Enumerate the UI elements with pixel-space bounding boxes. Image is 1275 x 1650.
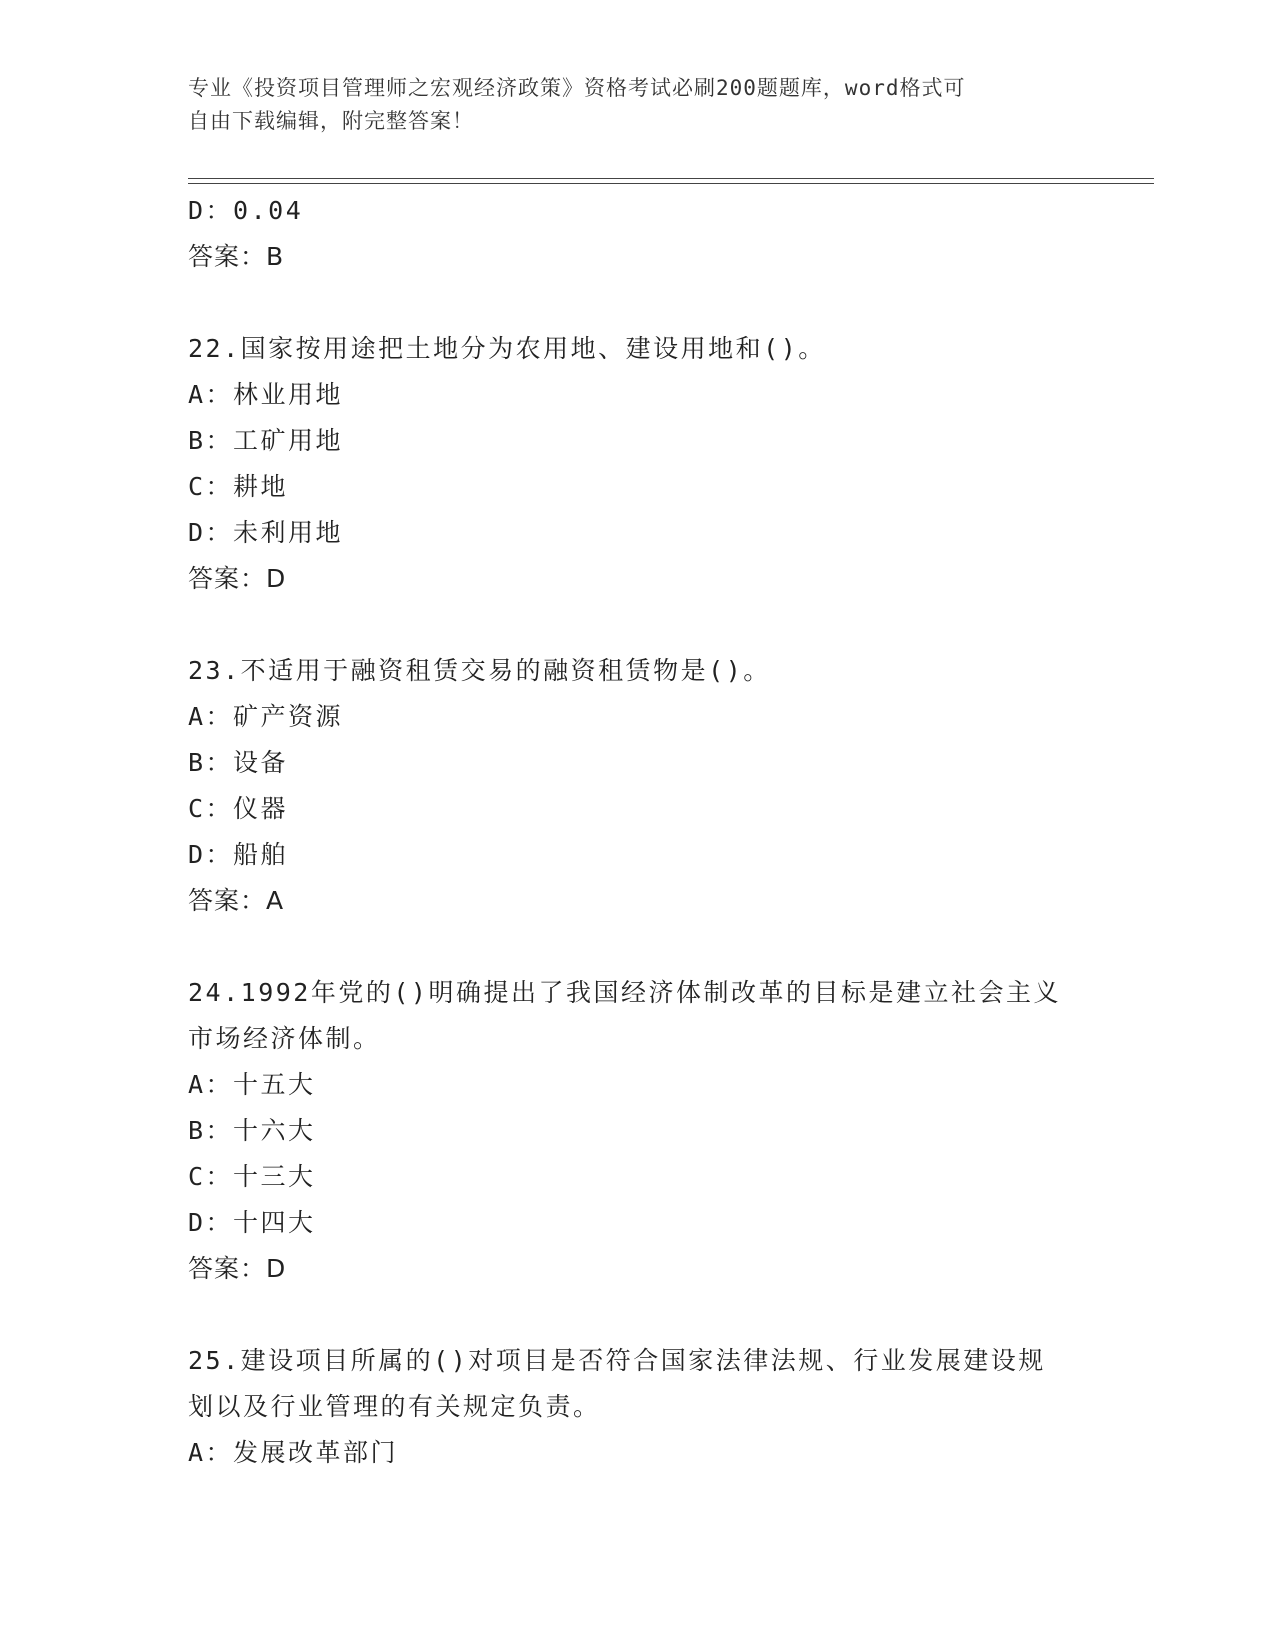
option-d: D：船舶	[188, 840, 289, 869]
question-25	[188, 1338, 1088, 1476]
option-a: A：矿产资源	[188, 702, 344, 731]
option-b: B：工矿用地	[188, 426, 344, 455]
option-c: C：十三大	[188, 1162, 316, 1191]
option-d: D：未利用地	[188, 518, 344, 547]
option-c: C：仪器	[188, 794, 289, 823]
answer-line: 答案：D	[188, 1254, 287, 1283]
previous-question-tail	[188, 188, 1088, 280]
answer-line: 答案：A	[188, 886, 285, 915]
header-line-1: 专业《投资项目管理师之宏观经济政策》资格考试必刷200题题库，word格式可	[188, 76, 966, 100]
question-text-line-1: 25.建设项目所属的()对项目是否符合国家法律法规、行业发展建设规	[188, 1346, 1046, 1375]
header-rule-top	[188, 178, 1154, 179]
answer-line: 答案：B	[188, 242, 285, 271]
option-a: A：林业用地	[188, 380, 344, 409]
question-24	[188, 970, 1088, 1292]
option-d: D：0.04	[188, 196, 304, 225]
question-list	[188, 188, 1088, 1476]
question-text-line-1: 24.1992年党的()明确提出了我国经济体制改革的目标是建立社会主义	[188, 978, 1061, 1007]
option-c: C：耕地	[188, 472, 289, 501]
option-b: B：设备	[188, 748, 289, 777]
option-a: A：十五大	[188, 1070, 316, 1099]
answer-line: 答案：D	[188, 564, 287, 593]
document-header	[188, 72, 1068, 138]
question-text-line-2: 市场经济体制。	[188, 1024, 381, 1053]
option-d: D：十四大	[188, 1208, 316, 1237]
question-22	[188, 326, 1088, 602]
question-text-line-2: 划以及行业管理的有关规定负责。	[188, 1392, 601, 1421]
header-line-2: 自由下载编辑，附完整答案！	[188, 109, 474, 133]
question-text: 23.不适用于融资租赁交易的融资租赁物是()。	[188, 656, 771, 685]
question-text: 22.国家按用途把土地分为农用地、建设用地和()。	[188, 334, 826, 363]
question-23	[188, 648, 1088, 924]
option-a: A：发展改革部门	[188, 1438, 399, 1467]
option-b: B：十六大	[188, 1116, 316, 1145]
header-rule-bottom	[188, 183, 1154, 184]
